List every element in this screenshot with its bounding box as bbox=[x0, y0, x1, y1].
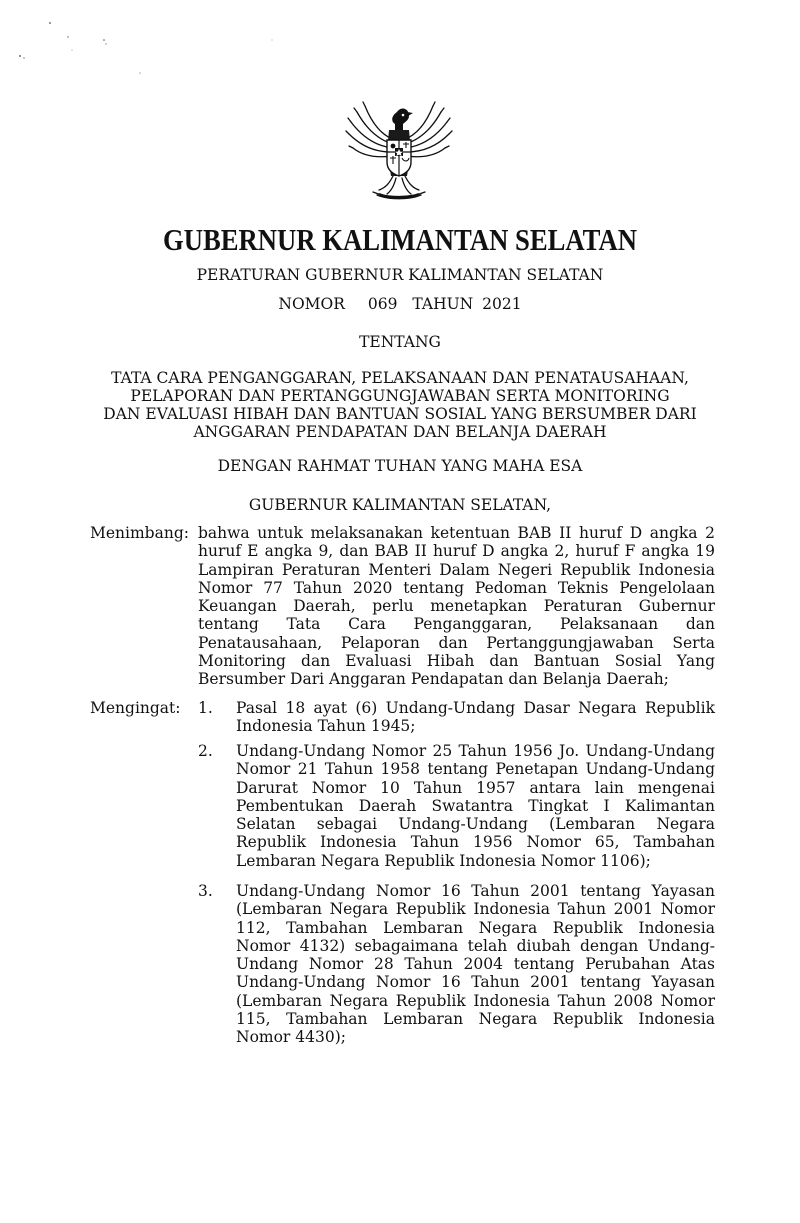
item-text: Pasal 18 ayat (6) Undang-Undang Dasar Negara Republik Indonesia Tahun 1945; bbox=[236, 699, 715, 736]
subject-line: ANGGARAN PENDAPATAN DAN BELANJA DAERAH bbox=[193, 423, 607, 441]
item-text: Undang-Undang Nomor 16 Tahun 2001 tentang Yayasan (Lembaran Negara Republik Indonesia Tahun 2001 Nomor 112, Tambahan Lembaran Negara Republik Indonesia Nomor 4132) sebagaimana telah diubah dengan Undang-Undang Nomor 28 Tahun 2004 tentang Perubahan Atas Undang-Undang Nomor 16 Tahun 2001 tentang Yayasan (Lembaran Negara Republik Indonesia Tahun 2008 Nomor 115, Tambahan Lembaran Negara Republik Indonesia Nomor 4430); bbox=[236, 882, 715, 1047]
regulation-subject bbox=[100, 369, 700, 441]
year-label: TAHUN bbox=[412, 295, 474, 313]
item-number: 1. bbox=[198, 699, 213, 717]
considering-text: bahwa untuk melaksanakan ketentuan BAB II huruf D angka 2 huruf E angka 9, dan BAB II huruf D angka 2, huruf F angka 19 Lampiran Peraturan Menteri Dalam Negeri Republik Indonesia Nomor 77 Tahun 2020 tentang Pedoman Teknis Pengelolaan Keuangan Daerah, perlu menetapkan Peraturan Gubernur tentang Tata Cara Penganggaran, Pelaksanaan dan Penatausahaan, Pelaporan dan Pertanggungjawaban Serta Monitoring dan Evaluasi Hibah dan Bantuan Sosial Yang Bersumber Dari Anggaran Pendapatan dan Belanja Daerah; bbox=[198, 524, 715, 689]
subject-line: PELAPORAN DAN PERTANGGUNGJAWABAN SERTA MONITORING bbox=[130, 387, 670, 405]
observing-section bbox=[90, 699, 715, 1059]
governor-title: GUBERNUR KALIMANTAN SELATAN bbox=[162, 222, 637, 257]
regulation-title: PERATURAN GUBERNUR KALIMANTAN SELATAN bbox=[196, 266, 604, 284]
year-value: 2021 bbox=[482, 295, 522, 313]
item-number: 2. bbox=[198, 742, 213, 760]
item-text: Undang-Undang Nomor 25 Tahun 1956 Jo. Undang-Undang Nomor 21 Tahun 1958 tentang Penetapan Undang-Undang Darurat Nomor 10 Tahun 1957 antara lain mengenai Pembentukan Daerah Swatantra Tingkat I Kalimantan Selatan sebagai Undang-Undang (Lembaran Negara Republik Indonesia Tahun 1956 Nomor 65, Tambahan Lembaran Negara Republik Indonesia Nomor 1106); bbox=[236, 742, 715, 870]
garuda-emblem-icon bbox=[343, 96, 455, 202]
governor-line: GUBERNUR KALIMANTAN SELATAN, bbox=[248, 496, 552, 514]
regulation-number bbox=[0, 295, 800, 313]
subject-line: DAN EVALUASI HIBAH DAN BANTUAN SOSIAL YANG BERSUMBER DARI bbox=[103, 405, 697, 423]
about-heading: TENTANG bbox=[359, 333, 441, 351]
considering-label: Menimbang: bbox=[90, 524, 189, 542]
subject-line: TATA CARA PENGANGGARAN, PELAKSANAAN DAN PENATAUSAHAAN, bbox=[111, 369, 689, 387]
observing-label: Mengingat: bbox=[90, 699, 181, 717]
grace-invocation: DENGAN RAHMAT TUHAN YANG MAHA ESA bbox=[217, 457, 583, 475]
number-label: NOMOR bbox=[278, 295, 345, 313]
number-value: 069 bbox=[367, 295, 398, 313]
item-number: 3. bbox=[198, 882, 213, 900]
considering-section bbox=[90, 524, 715, 694]
